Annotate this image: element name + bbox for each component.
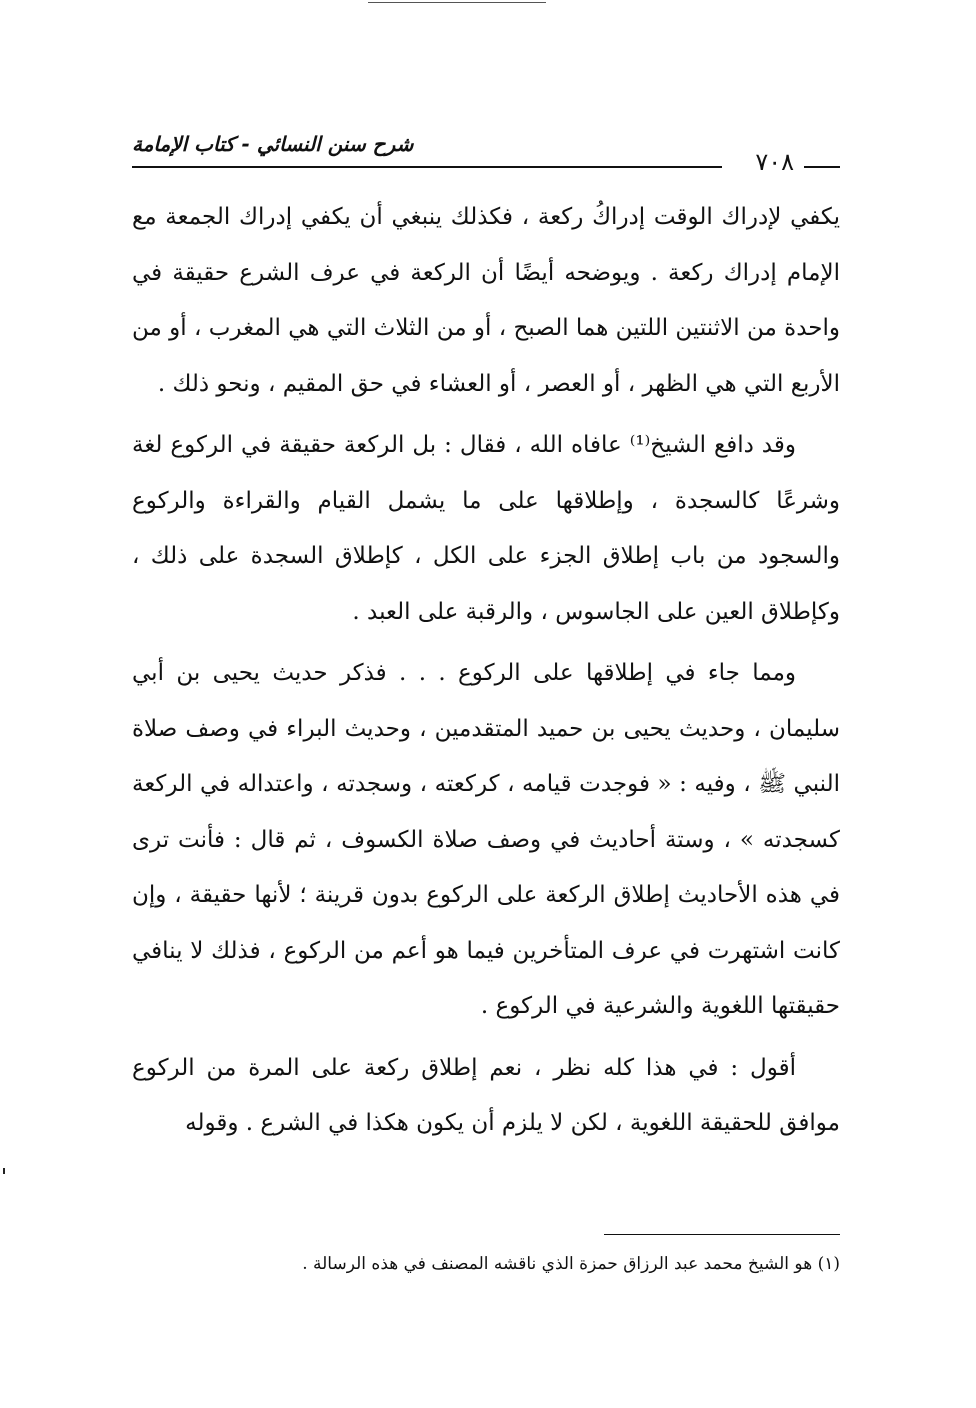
header-rule xyxy=(132,166,722,168)
body-text xyxy=(132,190,840,1152)
page-number: ٧٠٨ xyxy=(755,148,794,176)
book-page xyxy=(132,128,840,1274)
margin-mark xyxy=(3,1168,5,1174)
paragraph-1: يكفي لإدراك الوقت إدراكُ ركعة ، فكذلك ينبغي أن يكفي إدراك الجمعة مع الإمام إدراك ركعة . ويوضحه أيضًا أن الركعة في عرف الشرع حقيقة في واحدة من الاثنتين اللتين هما الصبح ، أو من الثلاث التي هي المغرب ، أو من الأربع التي هي الظهر ، أو العصر ، أو العشاء في حق المقيم ، ونحو ذلك . xyxy=(132,204,840,397)
paragraph-3: ومما جاء في إطلاقها على الركوع . . . فذكر حديث يحيى بن أبي سليمان ، وحديث يحيى بن حميد المتقدمين ، وحديث البراء في وصف صلاة النبي ﷺ ، وفيه : « فوجدت قيامه ، كركعته ، وسجدته ، واعتداله في الركعة كسجدته » ، وستة أحاديث في وصف صلاة الكسوف ، ثم قال : فأنت ترى في هذه الأحاديث إطلاق الركعة على الركوع بدون قرينة ؛ لأنها حقيقة ، وإن كانت اشتهرت في عرف المتأخرين فيما هو أعم من الركوع ، فذلك لا ينافي حقيقتها اللغوية والشرعية في الركوع . xyxy=(132,660,840,1019)
footnote-separator xyxy=(604,1234,840,1235)
header-title: شرح سنن النسائي - كتاب الإمامة xyxy=(132,132,414,156)
paragraph-2: وقد دافع الشيخ⁽¹⁾ عافاه الله ، فقال : بل الركعة حقيقة في الركوع لغة وشرعًا كالسجدة ، وإطلاقها على ما يشمل القيام والقراءة والركوع والسجود من باب إطلاق الجزء على الكل ، كإطلاق السجدة على ذلك ، وكإطلاق العين على الجاسوس ، والرقبة على العبد . xyxy=(132,432,840,625)
header-rule-short xyxy=(804,166,840,168)
top-edge-rule xyxy=(368,2,546,3)
paragraph-4: أقول : في هذا كله نظر ، نعم إطلاق ركعة على المرة من الركوع موافق للحقيقة اللغوية ، لكن لا يلزم أن يكون هكذا في الشرع . وقوله xyxy=(132,1054,840,1136)
footnote: (١) هو الشيخ محمد عبد الرزاق حمزة الذي ناقشه المصنف في هذه الرسالة . xyxy=(302,1254,840,1274)
running-header xyxy=(132,128,840,176)
